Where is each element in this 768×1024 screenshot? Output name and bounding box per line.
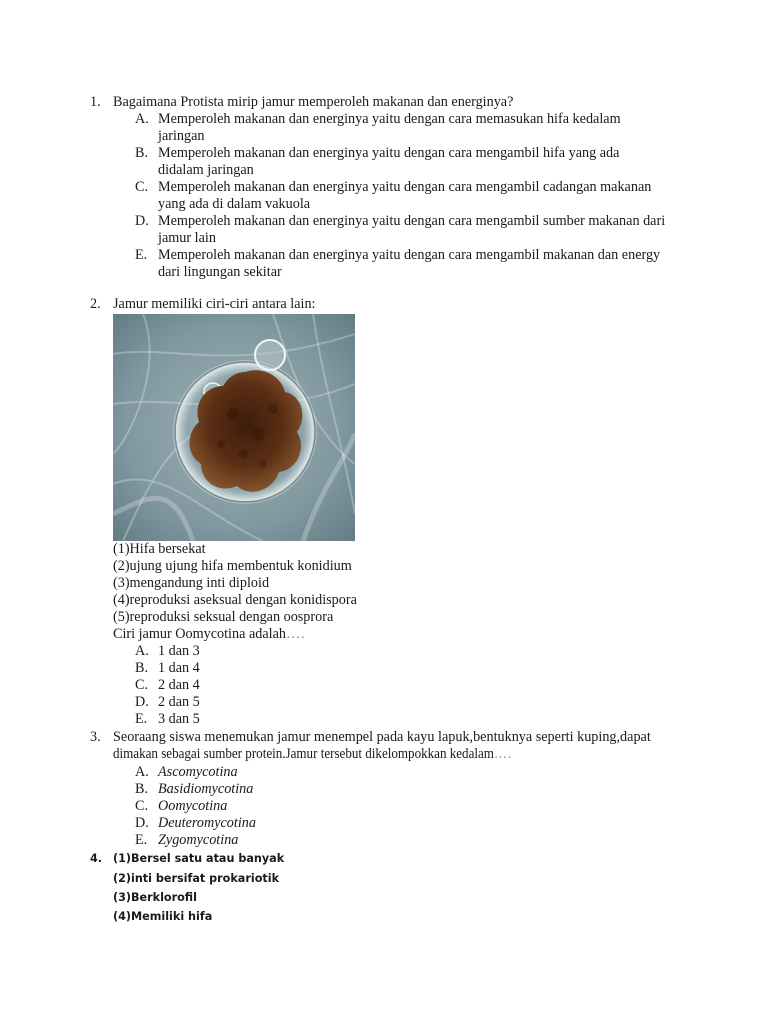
option-letter: C. — [135, 179, 149, 195]
q2-statement-4: (4)reproduksi aseksual dengan konidispora — [113, 592, 357, 608]
option-text: 2 dan 4 — [158, 677, 200, 693]
q2-statement-3: (3)mengandung inti diploid — [113, 575, 270, 591]
option-text: Memperoleh makanan dan energinya yaitu dengan cara memasukan hifa kedalam jaringan — [158, 111, 621, 144]
option-letter: C. — [135, 798, 149, 814]
option-letter: B. — [135, 145, 149, 161]
q2-statement-1: (1)Hifa bersekat — [113, 541, 206, 557]
option-letter: A. — [135, 764, 149, 780]
option-text: Memperoleh makanan dan energinya yaitu dengan cara mengambil sumber makanan dari jamur lain — [158, 213, 666, 246]
option-text: 3 dan 5 — [158, 711, 200, 727]
option-letter: B. — [135, 660, 149, 676]
option-letter: D. — [135, 213, 149, 229]
option-letter: E. — [135, 832, 148, 848]
option-text: Oomycotina — [158, 798, 228, 814]
question-text: Jamur memiliki ciri-ciri antara lain: — [113, 296, 316, 312]
q2-statement-5: (5)reproduksi seksual dengan oosprora — [113, 609, 334, 625]
option-text: Memperoleh makanan dan energinya yaitu dengan cara mengambil hifa yang ada didalam jaringan — [158, 145, 620, 178]
question-number: 1. — [90, 94, 101, 110]
question-number: 4. — [90, 852, 103, 865]
option-letter: D. — [135, 694, 149, 710]
q2-statement-2: (2)ujung ujung hifa membentuk konidium — [113, 558, 352, 574]
q2-prompt: Ciri jamur Oomycotina adalah…. — [113, 626, 306, 642]
option-text: Basidiomycotina — [158, 781, 254, 797]
option-letter: A. — [135, 643, 149, 659]
option-letter: B. — [135, 781, 149, 797]
option-letter: E. — [135, 247, 148, 263]
q4-statement-3: (3)Berklorofil — [113, 891, 197, 904]
option-letter: E. — [135, 711, 148, 727]
question-number: 3. — [90, 729, 101, 745]
option-text: 2 dan 5 — [158, 694, 200, 710]
option-text: Memperoleh makanan dan energinya yaitu dengan cara mengambil makanan dan energy dari lingungan sekitar — [158, 247, 661, 280]
option-text: Deuteromycotina — [158, 815, 256, 831]
option-text: 1 dan 4 — [158, 660, 200, 676]
question-text: Seoraang siswa menemukan jamur menempel pada kayu lapuk,bentuknya seperti kuping,dapat dimakan sebagai sumber protein.Jamur tersebut dikelompokkan kedalam…. — [113, 729, 651, 762]
option-text: 1 dan 3 — [158, 643, 200, 659]
q4-statement-4: (4)Memiliki hifa — [113, 910, 213, 923]
question-number: 2. — [90, 296, 101, 312]
option-letter: A. — [135, 111, 149, 127]
question-text: Bagaimana Protista mirip jamur memperoleh makanan dan energinya? — [113, 94, 514, 110]
option-letter: D. — [135, 815, 149, 831]
option-text: Memperoleh makanan dan energinya yaitu dengan cara mengambil cadangan makanan yang ada di dalam vakuola — [158, 179, 652, 212]
option-text: Zygomycotina — [158, 832, 239, 848]
q4-statement-2: (2)inti bersifat prokariotik — [113, 872, 280, 885]
q4-statement-1: (1)Bersel satu atau banyak — [113, 852, 285, 865]
option-text: Ascomycotina — [158, 764, 238, 780]
option-letter: C. — [135, 677, 149, 693]
fungus-micrograph-image — [113, 314, 355, 541]
